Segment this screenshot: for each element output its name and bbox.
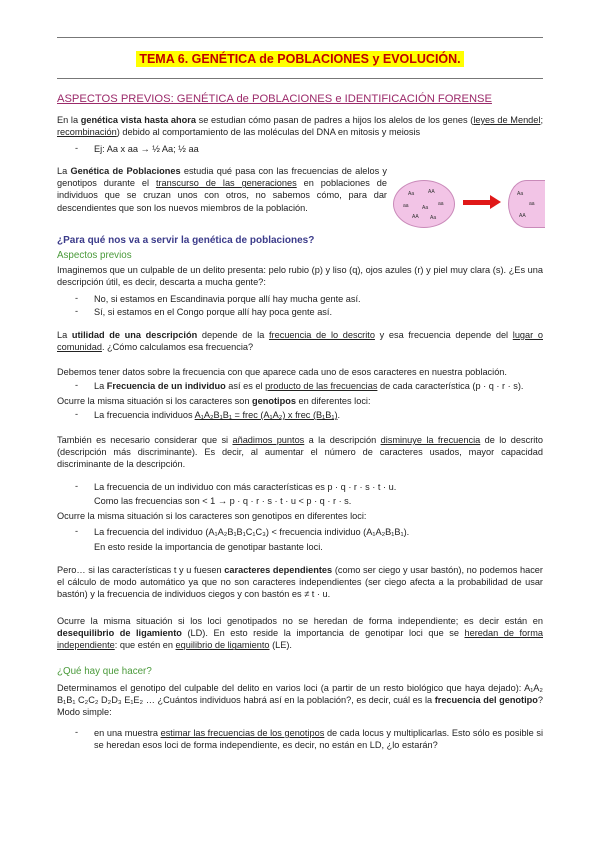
bullet-dash: - [75, 727, 79, 737]
text-underlined: producto de las frecuencias [265, 381, 378, 391]
text: La [57, 330, 72, 340]
text-underlined: heredan de forma independiente [57, 628, 543, 651]
paragraph-dependent [57, 564, 543, 601]
cell-label: AA [428, 189, 435, 195]
text: a la descripción [304, 435, 381, 445]
cell-label: AA [519, 213, 526, 219]
bullet-individual-genotype: La frecuencia del individuo (A₁A₂B₁B₁C₁C₃) < frecuencia individuo (A₁A₂B₁B₁). [94, 527, 410, 537]
text: En la [57, 115, 81, 125]
text: de lo descrito (descripción más discriminante). Es decir, al aumentar el número de caracteres usados, mayor capacidad discriminante de la descripción. [57, 435, 543, 470]
section-heading: ASPECTOS PREVIOS: GENÉTICA de POBLACIONES e IDENTIFICACIÓN FORENSE [57, 93, 492, 105]
bullet-dash: - [75, 526, 79, 536]
cell-label: Aa [430, 215, 437, 221]
bullet-dash: - [75, 380, 79, 390]
text-underlined: A₁A₂B₁B₁ = frec (A₁A₂) x frec (B₁B₁) [194, 410, 338, 420]
cell-label: aa [403, 203, 409, 209]
bullet-individual-frequency [94, 380, 523, 392]
text-underlined: leyes de Mendel [473, 115, 541, 125]
text-bold: Genética de Poblaciones [70, 166, 181, 176]
text-underlined: añadimos puntos [232, 435, 305, 445]
text: estudia qué pasa con las frecuencias de alelos y genotipos durante el [57, 166, 387, 189]
title-rule [57, 78, 543, 79]
text: ; [540, 115, 544, 125]
text: Pero… si las características t y u fuesen [57, 565, 225, 575]
question-heading-2: ¿Qué hay que hacer? [57, 666, 152, 677]
bullet-more-characteristics: La frecuencia de un individuo con más características es p · q · r · s · t · u. [94, 482, 397, 492]
top-rule [57, 37, 543, 38]
text: se estudian cómo pasan de padres a hijos los alelos de los genes ( [195, 115, 474, 125]
text-bold: genotipos [252, 396, 296, 406]
text: La frecuencia individuos [94, 410, 195, 420]
bullet-dash: - [75, 481, 79, 491]
text-underlined: frecuencia de lo descrito [269, 330, 375, 340]
text-bold: desequilibrio de ligamiento [57, 628, 182, 639]
text: La [94, 381, 107, 391]
paragraph-linkage [57, 615, 543, 652]
arrowhead-icon [490, 195, 501, 209]
text: La [57, 166, 71, 176]
bullet-dash: - [75, 143, 79, 153]
paragraph-genotypes [57, 395, 543, 407]
paragraph-utility [57, 329, 543, 353]
text: de cada locus y multiplicarlas. Esto sólo es posible si se heredan esos loci de forma independiente, es decir, no están en LD, ¿lo estarán? [94, 728, 543, 751]
text-underlined: disminuye la frecuencia [380, 435, 481, 445]
text-bold: utilidad de una descripción [71, 330, 198, 340]
text: : que estén en [114, 640, 176, 651]
bullet-dash: - [75, 409, 79, 419]
arrow-icon [463, 200, 493, 205]
text-bold: genética vista hasta ahora [80, 115, 196, 125]
bullet-genotype-frequency [94, 409, 340, 421]
text: y esa frecuencia depende del [374, 330, 513, 340]
bullet-scandinavia: No, si estamos en Escandinavia porque allí hay mucha gente así. [94, 294, 361, 304]
text: depende de la [197, 330, 269, 340]
text-bold: Frecuencia de un individuo [106, 381, 226, 391]
paragraph-add-points [57, 434, 543, 471]
text-underlined: equilibrio de ligamiento [175, 640, 270, 651]
bullet-estimate-frequencies [94, 727, 543, 751]
text: en poblaciones de individuos que se cruzan unos con otros, no sabemos cómo, para dar descendientes que son los nuevos miembros de la población. [57, 178, 387, 213]
population-cell-before [393, 180, 455, 228]
text: Ocurre la misma situación si los caracteres son [57, 396, 253, 406]
text: (LD). En esto reside la importancia de genotipar loci que se [181, 628, 465, 639]
bullet-less-than-one: Como las frecuencias son < 1 → p · q · r · s · t · u < p · q · r · s. [94, 496, 352, 506]
cell-label: AA [412, 214, 419, 220]
title-block [0, 50, 600, 68]
text-underlined: estimar las frecuencias de los genotipos [160, 728, 325, 738]
text: (LE). [269, 640, 292, 651]
text: en una muestra [94, 728, 161, 738]
text: así es el [225, 381, 266, 391]
text: Determinamos el genotipo del culpable del delito en varios loci (a partir de un resto biológico que haya dejado): A₁A₂ B₁B₁ C₂C₂ D₂D₃ E₁E₂ … ¿Cuántos individuos habrá así en la población?, es decir, cuál es la [57, 683, 543, 706]
text-bold: caracteres dependientes [224, 565, 333, 575]
example-cross: Ej: Aa x aa → ½ Aa; ½ aa [94, 144, 199, 154]
text: ? Modo simple: [57, 695, 544, 718]
cell-label: Aa [422, 205, 429, 211]
cell-label: Aa [408, 191, 415, 197]
text: ) debido al comportamiento de las moléculas del DNA en mitosis y meiosis [116, 127, 421, 138]
text: También es necesario considerar que si [57, 435, 233, 445]
paragraph-genetics-intro [57, 114, 543, 138]
text: Ocurre la misma situación si los loci genotipados no se heredan de forma independiente; es decir están en [57, 616, 543, 626]
bullet-congo: Sí, si estamos en el Congo porque allí hay poca gente así. [94, 307, 333, 317]
text: . ¿Cómo calculamos esa frecuencia? [101, 342, 254, 353]
subheading-aspects: Aspectos previos [57, 250, 132, 261]
paragraph-population-genetics [57, 165, 387, 214]
text-bold: frecuencia del genotipo [434, 695, 538, 706]
paragraph-data: Debemos tener datos sobre la frecuencia con que aparece cada uno de esos caracteres en nuestra población. [57, 367, 507, 377]
cell-label: Aa [517, 191, 524, 197]
paragraph-suspect: Imaginemos que un culpable de un delito presenta: pelo rubio (p) y liso (q), ojos azules (r) y piel muy clara (s). ¿Es una descripción útil, es decir, descarta a mucha gente?: [57, 265, 543, 288]
text-underlined: transcurso de las generaciones [155, 178, 297, 189]
bullet-dash: - [75, 293, 79, 303]
bullet-dash: - [75, 306, 79, 316]
paragraph-genotypes-loci: Ocurre la misma situación si los caracteres son genotipos en diferentes loci: [57, 511, 367, 521]
text-underlined: lugar o comunidad [57, 330, 543, 353]
cell-label: aa [529, 201, 535, 207]
text-underlined: recombinación [57, 127, 117, 138]
question-heading-1: ¿Para qué nos va a servir la genética de poblaciones? [57, 235, 315, 246]
text: de cada característica (p · q · r · s). [377, 381, 524, 391]
text: en diferentes loci: [295, 396, 371, 406]
text: (como ser ciego y usar bastón), no podemos hacer el cálculo de modo automático ya que no son caracteres independientes (ser ciego afecta a la probabilidad de usar bastón) y la frecuencia de individuos ciegos y con bastón es ≠ t · u. [57, 565, 543, 600]
page-title: TEMA 6. GENÉTICA de POBLACIONES y EVOLUCIÓN. [136, 51, 463, 67]
bullet-genotype-importance: En esto reside la importancia de genotipar bastante loci. [94, 542, 323, 552]
text: . [337, 410, 341, 420]
population-cell-after [508, 180, 545, 228]
cell-label: aa [438, 201, 444, 207]
paragraph-determine-genotype [57, 682, 543, 719]
